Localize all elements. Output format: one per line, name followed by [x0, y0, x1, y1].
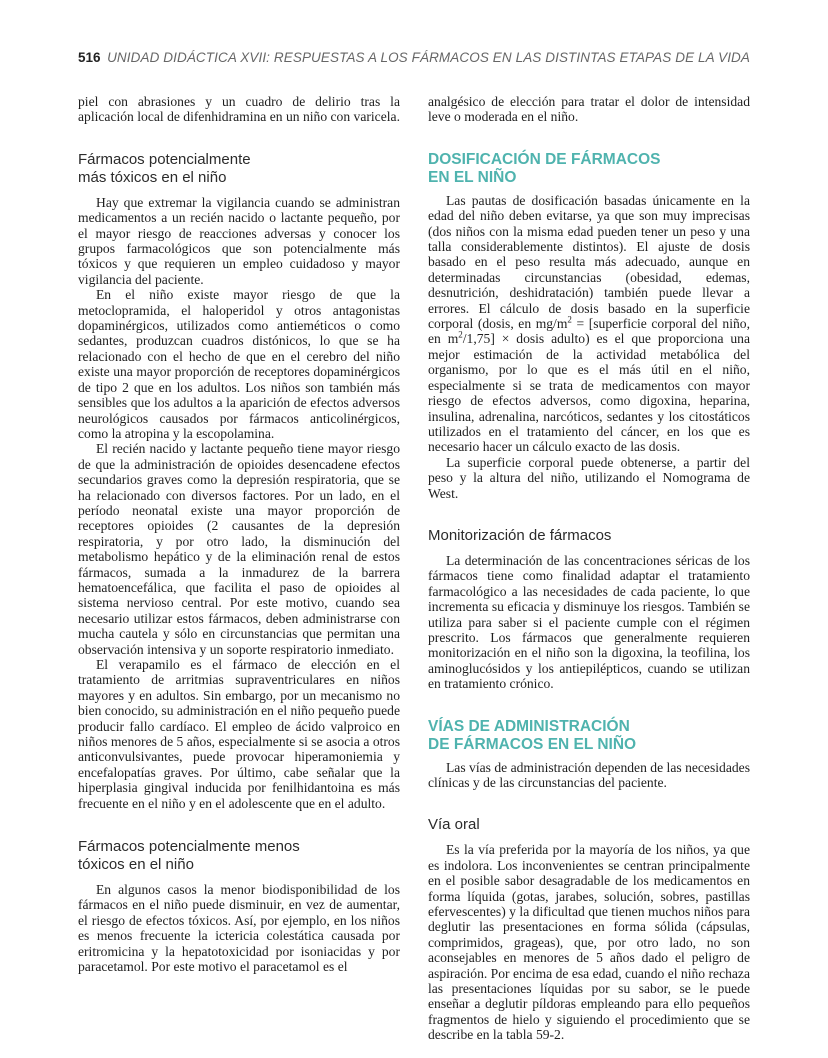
paragraph: En el niño existe mayor riesgo de que la metoclopramida, el haloperidol y otros antagonistas dopaminérgicos, utilizados como antieméticos o como sedantes, produzcan cuadros distónicos, lo que se ha relacionado con el hecho de que en el cerebro del niño existe una mayor proporción de receptores dopaminérgicos de tipo 2 que en los adultos. Los niños son también más sensibles que los adultos a la aparición de efectos adversos neurológicos causados por fármacos anticolinérgicos, como la atropina y la escopolamina.: [78, 287, 400, 441]
page-header: [78, 50, 750, 70]
section-heading-dosing: [428, 151, 750, 187]
section-heading-less-toxic: [78, 838, 400, 874]
superscript: 2: [458, 329, 463, 340]
section-heading-more-toxic: [78, 151, 400, 187]
heading-line: DOSIFICACIÓN DE FÁRMACOS: [428, 150, 661, 168]
section-heading-monitoring: Monitorización de fármacos: [428, 526, 612, 544]
section-heading-routes: [428, 718, 750, 754]
superscript: 2: [567, 314, 572, 325]
page-number: 516: [78, 50, 101, 65]
paragraph: El verapamilo es el fármaco de elección en el tratamiento de arritmias supraventriculares en niños mayores y en adultos. Sin embargo, por un mecanismo no bien conocido, su administración en el niño pequeño puede producir fallo cardíaco. El empleo de ácido valproico en niños menores de 5 años, especialmente si se asocia a otros anticonvulsivantes, puede provocar hiperamoniemia y encefalopatías graves. Por último, cabe señalar que la hiperplasia gingival inducida por fenilhidantoina es más frecuente en el niño y en el adolescente que en el adulto.: [78, 657, 401, 811]
paragraph-dosing: [428, 193, 750, 455]
right-column: [428, 94, 750, 1043]
section-heading-oral-route: Vía oral: [428, 816, 480, 834]
heading-line: más tóxicos en el niño: [78, 168, 227, 186]
text-run: Las pautas de dosificación basadas únicamente en la edad del niño deben evitarse, ya que son muy imprecisas (dos niños con la misma edad pueden tener un peso y una talla considerablemente distintos). El ajuste de dosis basado en el peso resulta más adecuado, aunque en determinadas circunstancias (obesidad, edemas, desnutrición, deshidratación) también puede llevar a errores. El cálculo de dosis basado en la superficie corporal (dosis, en mg/m: [428, 192, 750, 332]
paragraph: Hay que extremar la vigilancia cuando se administran medicamentos a un recién nacido o lactante pequeño, por el mayor riesgo de reacciones adversas y conocer los grupos farmacológicos que son potencialmente más tóxicos y que requieren un empleo cuidadoso y mayor vigilancia del paciente.: [78, 194, 400, 287]
heading-line: EN EL NIÑO: [428, 168, 517, 186]
paragraph-continuation: piel con abrasiones y un cuadro de delirio tras la aplicación local de difenhidramina en un niño con varicela.: [78, 94, 400, 125]
paragraph: En algunos casos la menor biodisponibilidad de los fármacos en el niño puede disminuir, en vez de aumentar, el riesgo de efectos tóxicos. Así, por ejemplo, en los niños es menos frecuente la ictericia colestática causada por eritromicina y la hepatotoxicidad por isoniacidas y por paracetamol. Por este motivo el paracetamol es el: [78, 882, 400, 975]
paragraph: El recién nacido y lactante pequeño tiene mayor riesgo de que la administración de opioides desencadene efectos secundarios graves como la depresión respiratoria, que se ha relacionado con diversos factores. Por un lado, en el período neonatal existe una mayor proporción de receptores opioides (2 causantes de la depresión respiratoria, y por otro lado, la disminución del metabolismo hepático y de la eliminación renal de estos fármacos, sumada a la inmadurez de la barrera hematoencefálica, que facilita el paso de opioides al sistema nervioso central. Por este motivo, cuando sea necesario utilizar estos fármacos, deben administrarse con mucha cautela y sólo en circunstancias que permitan una observación intensiva y un soporte respiratorio inmediato.: [78, 441, 400, 657]
heading-line: tóxicos en el niño: [78, 856, 194, 874]
left-column: [78, 94, 400, 975]
paragraph: La determinación de las concentraciones séricas de los fármacos tiene como finalidad adaptar el tratamiento farmacológico a las necesidades de cada paciente, lo que incrementa su eficacia y disminuye los riesgos. También se utiliza para saber si el paciente cumple con el régimen prescrito. Los fármacos que generalmente requieren monitorización en el niño son la digoxina, la teofilina, los aminoglucósidos y los antiepilépticos, cuando se utilizan en tratamiento crónico.: [428, 552, 750, 692]
heading-line: Fármacos potencialmente menos: [78, 838, 300, 856]
paragraph: Las vías de administración dependen de las necesidades clínicas y de las circunstancias del paciente.: [428, 759, 750, 790]
heading-line: Fármacos potencialmente: [78, 150, 251, 168]
heading-line: DE FÁRMACOS EN EL NIÑO: [428, 735, 637, 753]
text-run: = [superficie corporal del niño, en m: [428, 316, 750, 347]
heading-line: VÍAS DE ADMINISTRACIÓN: [428, 717, 630, 735]
paragraph: Es la vía preferida por la mayoría de los niños, ya que es indolora. Los inconvenientes se centran principalmente en el posible sabor desagradable de los medicamentos en forma líquida (gotas, jarabes, solución, sobres, pastillas efervescentes) y la dificultad que tienen muchos niños para deglutir las presentaciones en forma sólida (cápsulas, comprimidos, grageas), que, por otro lado, no son aconsejables en menores de 5 años dado el peligro de aspiración. Por encima de esa edad, cuando el niño rechaza las presentaciones líquidas por su sabor, se le puede enseñar a deglutir píldoras empleando para ello pequeños fragmentos de hielo y siguiendo el procedimiento que se describe en la tabla 59-2.: [428, 842, 750, 1043]
text-run: /1,75] × dosis adulto) es el que proporciona una mejor estimación de la actividad metabólica del organismo, por lo que es el más útil en el niño, especialmente si se trata de medicamentos con mayor riesgo de efectos adversos, como digoxina, heparina, insulina, adrenalina, narcóticos, sedantes y los citostáticos utilizados en el tratamiento del cáncer, en los que es necesario hacer un cálculo exacto de las dosis.: [428, 331, 750, 455]
paragraph: La superficie corporal puede obtenerse, a partir del peso y la altura del niño, utilizando el Nomograma de West.: [428, 454, 750, 501]
running-title: UNIDAD DIDÁCTICA XVII: RESPUESTAS A LOS FÁRMACOS EN LAS DISTINTAS ETAPAS DE LA VIDA: [107, 50, 750, 65]
paragraph-continuation: analgésico de elección para tratar el dolor de intensidad leve o moderada en el niño.: [428, 94, 750, 125]
